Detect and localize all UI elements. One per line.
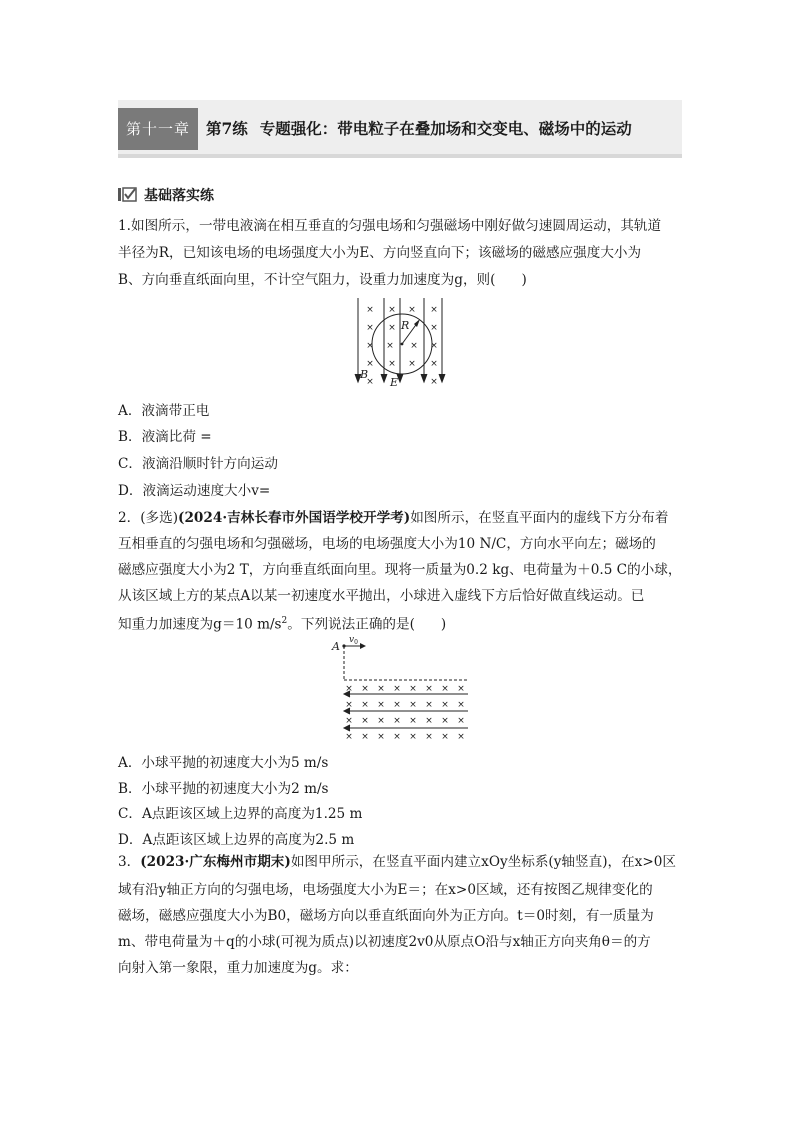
svg-text:×: × [366, 377, 374, 387]
svg-text:×: × [457, 716, 465, 726]
svg-text:×: × [386, 341, 394, 351]
svg-text:×: × [388, 305, 396, 315]
q2-line-1: 2．(多选)(2024·吉林长春市外国语学校开学考)如图所示，在竖直平面内的虚线下方分布着 [118, 510, 669, 526]
svg-text:×: × [457, 700, 465, 710]
svg-text:×: × [361, 732, 369, 742]
svg-text:×: × [345, 700, 353, 710]
svg-text:×: × [345, 732, 353, 742]
svg-text:×: × [361, 716, 369, 726]
q3-line-5: 向射入第一象限，重力加速度为g。求： [118, 960, 358, 976]
q3-line-2: 域有沿y轴正方向的匀强电场，电场强度大小为E＝；在x>0区域，还有按图乙规律变化的 [118, 882, 653, 898]
svg-text:×: × [408, 305, 416, 315]
q1-label-b: B [360, 368, 369, 381]
checklist-icon [118, 187, 138, 202]
q2-source: (2024·吉林长春市外国语学校开学考) [178, 510, 411, 526]
q3-source: (2023·广东梅州市期末) [140, 854, 291, 870]
svg-text:×: × [425, 700, 433, 710]
svg-text:×: × [441, 684, 449, 694]
svg-text:×: × [388, 323, 396, 333]
section-title: 基础落实练 [144, 188, 214, 204]
svg-text:×: × [377, 716, 385, 726]
svg-text:×: × [410, 341, 418, 351]
svg-text:×: × [430, 359, 438, 369]
svg-text:×: × [430, 377, 438, 387]
q3-line-4: m、带电荷量为＋q的小球(可视为质点)以初速度2v0从原点O沿与x轴正方向夹角θ＝的方 [118, 934, 651, 950]
svg-text:×: × [388, 359, 396, 369]
q1-option-c: C．液滴沿顺时针方向运动 [118, 456, 278, 472]
q2-option-d: D．A点距该区域上边界的高度为2.5 m [118, 832, 355, 848]
svg-text:×: × [366, 305, 374, 315]
q2-label-a: A [332, 640, 340, 653]
q3-line-3: 磁场，磁感应强度大小为B0，磁场方向以垂直纸面向外为正方向。t＝0时刻，有一质量为 [118, 908, 654, 924]
svg-text:×: × [393, 716, 401, 726]
svg-text:×: × [361, 684, 369, 694]
q2-figure-field-diagram [330, 632, 480, 742]
svg-text:×: × [377, 700, 385, 710]
q1-line-2: 半径为R，已知该电场的电场强度大小为E、方向竖直向下；该磁场的磁感应强度大小为 [118, 245, 642, 261]
svg-text:×: × [393, 732, 401, 742]
svg-text:×: × [366, 341, 374, 351]
svg-text:×: × [409, 716, 417, 726]
q2-option-b: B．小球平抛的初速度大小为2 m/s [118, 781, 329, 797]
svg-text:×: × [409, 700, 417, 710]
q1-figure-field-diagram [350, 298, 460, 390]
svg-text:×: × [345, 684, 353, 694]
q2-label-v: $v_0$ [349, 635, 358, 646]
svg-text:×: × [441, 700, 449, 710]
svg-text:×: × [377, 684, 385, 694]
svg-text:×: × [425, 732, 433, 742]
q2-line-4: 从该区域上方的某点A以某一初速度水平抛出，小球进入虚线下方后恰好做直线运动。已 [118, 588, 645, 604]
q1-option-d: D．液滴运动速度大小v= [118, 483, 271, 499]
svg-text:×: × [393, 700, 401, 710]
svg-text:×: × [430, 323, 438, 333]
svg-text:×: × [457, 684, 465, 694]
lesson-number: 第7练 [206, 119, 248, 138]
svg-text:×: × [409, 732, 417, 742]
q1-line-1: 1.如图所示，一带电液滴在相互垂直的匀强电场和匀强磁场中刚好做匀速圆周运动，其轨道 [118, 218, 662, 234]
q3-line-1: 3．(2023·广东梅州市期末)如图甲所示，在竖直平面内建立xOy坐标系(y轴竖直)，在x>0区 [118, 854, 676, 870]
q1-line-3: B、方向垂直纸面向里，不计空气阻力，设重力加速度为g，则( ) [118, 272, 527, 288]
svg-text:×: × [345, 716, 353, 726]
svg-text:×: × [366, 359, 374, 369]
q1-label-e: E [390, 376, 399, 389]
q2-line-2: 互相垂直的匀强电场和匀强磁场，电场的电场强度大小为10 N/C，方向水平向左；磁场的 [118, 536, 656, 552]
q1-label-r: R [401, 319, 410, 332]
svg-text:×: × [366, 323, 374, 333]
svg-text:×: × [441, 716, 449, 726]
svg-text:×: × [361, 700, 369, 710]
svg-text:×: × [377, 732, 385, 742]
q1-option-b: B．液滴比荷 = [118, 429, 212, 445]
svg-text:×: × [408, 359, 416, 369]
q2-line-5: 知重力加速度为g＝10 $m/s^2$。下列说法正确的是( ) [118, 616, 447, 633]
q2-option-c: C．A点距该区域上边界的高度为1.25 m [118, 806, 363, 822]
q2-option-a: A．小球平抛的初速度大小为5 m/s [118, 755, 329, 771]
lesson-title [206, 108, 632, 150]
svg-text:×: × [441, 732, 449, 742]
svg-text:×: × [425, 684, 433, 694]
q2-line-3: 磁感应强度大小为2 T，方向垂直纸面向里。现将一质量为0.2 kg、电荷量为＋0.5 C的小球， [118, 562, 682, 578]
svg-text:×: × [457, 732, 465, 742]
chapter-label: 第十一章 [118, 108, 198, 150]
section-heading [118, 185, 214, 205]
svg-text:×: × [430, 305, 438, 315]
svg-text:×: × [393, 684, 401, 694]
svg-text:×: × [430, 341, 438, 351]
q1-option-a: A．液滴带正电 [118, 403, 210, 419]
header-rule [118, 154, 682, 158]
svg-text:×: × [409, 684, 417, 694]
svg-text:×: × [425, 716, 433, 726]
lesson-title-text: 专题强化：带电粒子在叠加场和交变电、磁场中的运动 [259, 119, 632, 138]
